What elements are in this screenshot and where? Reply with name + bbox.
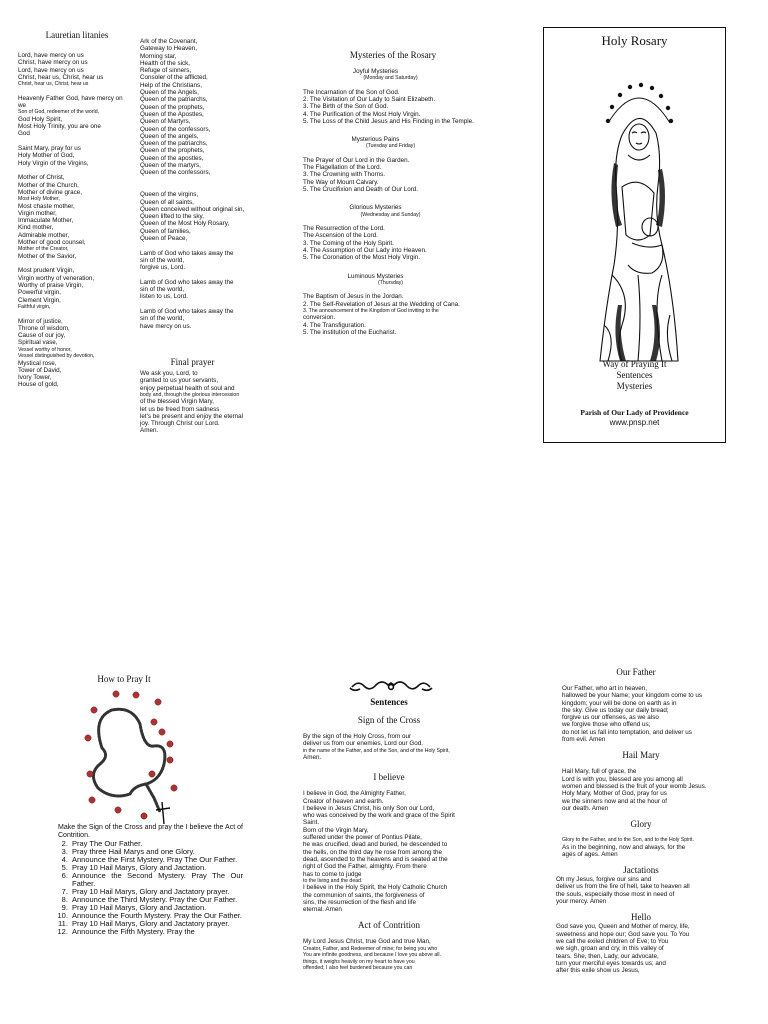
litany-line: Queen of the prophets, [140, 103, 205, 111]
litany-line: Lamb of God who takes away the [140, 307, 234, 315]
creed-line: eternal. Amen [303, 906, 342, 914]
creed-line: he was crucified, dead and buried, he descended to [303, 841, 448, 849]
sign-of-cross-line: Amen. [303, 754, 322, 761]
cover-title: Holy Rosary [601, 33, 668, 48]
cover-subtitle-line: Way of Praying It [602, 359, 667, 369]
litany-line: Queen of the virgins, [140, 191, 199, 199]
litany-line [140, 301, 265, 308]
litany-line [18, 260, 138, 267]
final-prayer [140, 357, 265, 435]
mystery-group-days: (Tuesday and Friday) [365, 143, 416, 150]
parish-url: www.pnsp.net [609, 418, 660, 427]
mystery-group [303, 204, 488, 261]
final-prayer-line: Amen. [140, 427, 159, 435]
final-prayer-line: of the blessed Virgin Mary, [140, 398, 214, 406]
glory-line: As in the beginning, now and always, for the [562, 843, 686, 851]
mystery-item: 3. The announcement of the Kingdom of God inviting to the [303, 307, 439, 314]
creed-line: has to come to judge [303, 870, 362, 878]
final-prayer-line: enjoy perpetual health of soul and [140, 384, 235, 392]
final-prayer-line: let us be freed from sadness [140, 405, 220, 413]
hello-line: God save you, Queen and Mother of mercy, life, [556, 923, 690, 931]
prayer-step: 3. Pray three Hail Marys and one Glory. [70, 848, 243, 856]
parish-name: Parish of Our Lady of Providence [580, 408, 689, 417]
mystery-group-name: Luminous Mysteries [347, 272, 404, 280]
jactations-title: Jactations [623, 865, 659, 876]
final-prayer-title: Final prayer [170, 357, 215, 367]
mystery-group-name: Joyful Mysteries [352, 68, 399, 75]
hail-mary-line: Holy Mary, Mother of God, pray for us [562, 790, 667, 798]
sentences-title: Sentences [370, 697, 408, 707]
litany-line: Holy Mother of God, [18, 152, 75, 160]
mystery-item: 4. The Transfiguration. [303, 321, 366, 329]
contrition-line: things, it weighs heavily on my heart to have you [303, 958, 415, 965]
litany-line: Saint Mary, pray for us [18, 145, 81, 153]
ornament-divider [348, 679, 434, 693]
litany-line: Powerful virgin, [18, 289, 62, 297]
litany-line: Immaculate Mother, [18, 217, 74, 225]
litany-line: Throne of wisdom, [18, 324, 70, 332]
final-prayer-line: granted to us your servants, [140, 377, 219, 385]
prayer-step: 2. Pray The Our Father. [70, 840, 243, 848]
litany-line: Virgin worthy of veneration, [18, 274, 95, 282]
hail-mary-line: we the sinners now and at the hour of [562, 797, 668, 805]
litany-line: Lord, have mercy on us [18, 66, 84, 74]
prayer-step: 5. Pray 10 Hail Marys, Glory and Jactation. [70, 864, 243, 872]
rosary-diagram [82, 688, 182, 824]
our-father-line: from evil. Amen [562, 736, 606, 744]
mysteries-title: Mysteries of the Rosary [349, 50, 437, 60]
our-father-title: Our Father [616, 667, 656, 677]
litany-line: Lord, have mercy on us [18, 52, 84, 59]
litany-line: Christ, hear us, Christ, hear us [18, 73, 104, 81]
litany-line: Clement Virgin, [18, 296, 61, 304]
litany-line: Mother of the Church, [18, 181, 79, 189]
litanies-right-column [140, 38, 265, 330]
litany-line: God [18, 130, 30, 138]
litany-line: Health of the sick, [140, 59, 191, 67]
mystery-item: 3. The Crowning with Thorns. [303, 171, 386, 179]
mystery-item: 4. The Purification of the Most Holy Virgin. [303, 110, 421, 118]
mystery-item: 2. The Self-Revelation of Jesus at the Wedding of Cana. [303, 300, 460, 308]
our-father-line: the sky. Give us today our daily bread; [562, 706, 669, 714]
litany-line: forgive us, Lord. [140, 264, 186, 272]
litany-line: we [18, 102, 27, 110]
litany-line: Queen of families, [140, 227, 191, 235]
glory-line: Glory to the Father, and to the Son, and to the Holy Spirit. [562, 837, 695, 844]
mystery-item: 2. The Visitation of Our Lady to Saint Elizabeth. [303, 96, 436, 103]
litany-line: Gateway to Heaven, [140, 45, 198, 53]
prayer-step: 9. Pray 10 Hail Marys, Glory and Jactation. [70, 904, 243, 912]
mystery-item: conversion. [303, 314, 336, 322]
cover-subtitle-line: Mysteries [616, 381, 653, 391]
litany-line: House of gold, [18, 381, 59, 389]
final-prayer-line: joy. Through Christ our Lord. [140, 420, 220, 428]
jactation-line: the souls, especially those most in need of [556, 890, 675, 898]
litany-line [140, 242, 265, 249]
litany-line: Most Holy Mother, [18, 196, 60, 203]
litany-line: Vessel distinguished by devotion, [18, 353, 95, 360]
cover-panel [543, 27, 726, 443]
mystery-item: 4. The Assumption of Our Lady into Heaven. [303, 246, 427, 254]
litany-line: Virgin mother, [18, 209, 57, 217]
creed-line: who was conceived by the work and grace of the Spirit [303, 812, 455, 820]
litany-line: Queen of the confessors, [140, 125, 211, 133]
litany-line [140, 177, 265, 184]
hello-line: we call the exiled children of Eve; to You [556, 937, 669, 945]
sign-of-cross-title: Sign of the Cross [357, 715, 421, 725]
final-prayer-line: let's be present and enjoy the eternal [140, 412, 244, 420]
litany-line: Queen of the Most Holy Rosary, [140, 220, 230, 228]
prayer-step: 7. Pray 10 Hail Marys, Glory and Jactatory prayer. [70, 888, 243, 896]
litany-line: Cause of our joy, [18, 332, 66, 340]
glory-title: Glory [630, 819, 652, 830]
litany-line: Queen conceived without original sin, [140, 205, 245, 213]
litany-line [18, 88, 138, 95]
creed-line: right of God the Father, almighty. From there [303, 863, 427, 871]
mystery-group-name: Mysterious Pains [351, 136, 400, 144]
litany-line [18, 138, 138, 145]
litany-line: Most chaste mother, [18, 202, 75, 210]
mystery-group [303, 136, 488, 193]
litany-line: Queen lifted to the sky, [140, 213, 204, 221]
mystery-item: 3. The Coming of the Holy Spirit. [303, 239, 394, 247]
litany-line: Mother of divine grace, [18, 188, 83, 196]
litany-line: Heavenly Father God, have mercy on [18, 94, 123, 102]
cover-subtitle-line: Sentences [616, 370, 653, 380]
contrition-line: You are infinite goodness, and because I love you above all. [303, 952, 441, 959]
hail-mary-line: Lord is with you, blessed are you among all [562, 775, 683, 783]
litany-line: Queen of the Angels, [140, 89, 199, 97]
creed-line: dead, ascended to the heavens and is seated at the [303, 855, 448, 863]
litany-line: Mirror of justice, [18, 317, 63, 325]
contrition-line: My Lord Jesus Christ, true God and true Man, [303, 938, 431, 946]
litany-line: Queen of the angels, [140, 132, 199, 140]
hail-mary-title: Hail Mary [622, 750, 660, 761]
mystery-item: The Ascension of the Lord. [303, 232, 378, 240]
sign-of-cross-line: deliver us from our enemies, Lord our God. [303, 740, 424, 748]
litany-line: Most prudent Virgin, [18, 267, 75, 275]
litany-line [18, 310, 138, 317]
litany-line: Mystical rose, [18, 359, 57, 367]
mystery-group-days: (Thursday) [377, 279, 404, 286]
litany-line: sin of the world, [140, 256, 185, 264]
mystery-group [303, 68, 488, 125]
litany-line: Tower of David, [18, 366, 62, 374]
creed-line: Creator of heaven and earth. [303, 797, 384, 805]
litanies-title: Lauretian litanies [45, 30, 109, 40]
contrition-line: Creator, Father, and Redeemer of mine; for being you who [303, 945, 438, 952]
jactation-line: your mercy. Amen [556, 898, 607, 906]
litany-line: listen to us, Lord. [140, 293, 188, 301]
litany-line: have mercy on us. [140, 322, 192, 330]
litany-line: Holy Virgin of the Virgins, [18, 159, 89, 167]
mystery-group-days: (Monday and Saturday) [363, 75, 418, 82]
litany-line: Queen of the patriarchs, [140, 96, 208, 104]
hello-line: after this exile show us Jesus, [556, 967, 640, 975]
jactation-line: Oh my Jesus, forgive our sins and [556, 876, 652, 884]
mystery-item: 5. The institution of the Eucharist. [303, 328, 397, 336]
creed-line: the hells, on the third day he rose from among the [303, 848, 442, 856]
hello-line: sweetness and hope our; God save you. To You [556, 930, 690, 938]
our-father-line: hallowed be your Name; your kingdom come to us [562, 692, 703, 700]
creed-line: I believe in God, the Almighty Father, [303, 790, 406, 798]
our-father-line: forgive us our offenses, as we also [562, 714, 659, 722]
hello-line: tears. She, then, Lady, our advocate, [556, 952, 659, 960]
litany-line: Christ, have mercy on us [18, 59, 88, 67]
our-father-line: we forgive those who offend us; [562, 721, 651, 729]
prayer-step: 6. Announce the Second Mystery. Pray The Our Father. [70, 872, 243, 888]
i-believe-title: I believe [373, 772, 405, 783]
virgin-and-child-illustration [592, 60, 686, 382]
how-to-pray-panel [58, 674, 243, 685]
litany-line: Queen of all saints, [140, 198, 194, 206]
litany-line: Spiritual vase, [18, 339, 58, 347]
hail-mary-line: women and blessed is the fruit of your womb Jesus. [562, 782, 707, 790]
litany-line: sin of the world, [140, 315, 185, 323]
mysteries-panel [303, 50, 488, 347]
act-of-contrition-title: Act of Contrition [358, 920, 420, 931]
litany-line: Lamb of God who takes away the [140, 249, 234, 257]
prayer-step: 12. Announce the Fifth Mystery. Pray the [70, 928, 243, 936]
mystery-group [303, 273, 488, 337]
mystery-group-days: (Wednesday and Sunday) [360, 211, 421, 218]
litany-line: Ark of the Covenant, [140, 38, 198, 45]
creed-line: I believe in the Holy Spirit, the Holy Catholic Church [303, 884, 448, 892]
litany-line: Faithful virgin, [18, 303, 51, 310]
hello-line: we sigh, groan and cry, in this valley of [556, 945, 664, 953]
litany-line: Help of the Christians, [140, 81, 202, 89]
litany-line: sin of the world, [140, 286, 185, 294]
how-to-pray-intro: Make the Sign of the Cross and pray the I believe the Act of Contrition. [58, 824, 243, 839]
litany-line: God Holy Spirit, [18, 115, 63, 123]
litany-line: Mother of the Savior, [18, 252, 77, 260]
litany-line: Son of God, redeemer of the world, [18, 109, 100, 116]
sign-of-cross-line: By the sign of the Holy Cross, from our [303, 733, 412, 740]
litany-line: Most Holy Trinity, you are one [18, 123, 101, 131]
creed-line: to the living and the dead. [303, 877, 363, 884]
litany-line: Lamb of God who takes away the [140, 278, 234, 286]
mystery-item: The Prayer of Our Lord in the Garden. [303, 156, 410, 164]
litany-line: Queen of the confessors, [140, 169, 211, 177]
litany-line: Queen of Martyrs, [140, 118, 191, 126]
prayers-panel [556, 667, 736, 974]
creed-line: sins, the resurrection of the flesh and life [303, 898, 417, 906]
glory-line: ages of ages. Amen [562, 850, 618, 858]
prayer-step: 10. Announce the Fourth Mystery. Pray the Our Father. [70, 912, 243, 920]
litany-line: Ivory Tower, [18, 374, 52, 382]
litany-line: Mother of good counsel, [18, 239, 86, 247]
creed-line: Saint. [303, 819, 320, 827]
litany-line [140, 184, 265, 191]
litanies-left-column [18, 52, 138, 389]
creed-line: the communion of saints, the forgiveness of [303, 891, 425, 899]
litany-line: Kind mother, [18, 224, 54, 232]
mystery-item: The Baptism of Jesus in the Jordan. [303, 293, 404, 301]
creed-line: Born of the Virgin Mary, [303, 826, 369, 834]
litany-line: Christ, hear us, Christ, hear us [18, 81, 89, 88]
litany-line: Queen of the patriarchs, [140, 140, 208, 148]
litany-line: Queen of the prophets, [140, 147, 205, 155]
creed-line: I believe in Jesus Christ, his only Son our Lord, [303, 804, 435, 812]
sign-of-cross-line: in the name of the Father, and of the Son, and of the Holy Spirit, [303, 747, 450, 754]
mystery-item: 5. The Loss of the Child Jesus and His Finding in the Temple. [303, 117, 474, 125]
hail-mary-line: Hail Mary, full of grace, the [562, 768, 637, 776]
litany-line: Queen of the apostles, [140, 154, 204, 162]
mystery-item: 5. The Crucifixion and Death of Our Lord. [303, 186, 419, 194]
hello-line: turn your merciful eyes towards us; and [556, 959, 666, 967]
mystery-item: 3. The Birth of the Son of God. [303, 103, 389, 111]
litany-line: Mother of the Creator, [18, 246, 69, 253]
mystery-group-name: Glorious Mysteries [349, 204, 402, 212]
how-to-pray-steps [58, 824, 243, 936]
our-father-line: kingdom; your will be done on earth as in [562, 699, 677, 707]
prayer-step: 8. Announce the Third Mystery. Pray the Our Father. [70, 896, 243, 904]
litany-line: Admirable mother, [18, 231, 70, 239]
litany-line: Queen of Peace, [140, 235, 188, 243]
final-prayer-line: body and, through the glorious intercession [140, 391, 240, 398]
final-prayer-line: We ask you, Lord, to [140, 370, 198, 377]
mystery-item: 5. The Coronation of the Most Holy Virgin. [303, 254, 421, 262]
litany-line [140, 272, 265, 279]
mystery-item: The Flagellation of the Lord. [303, 164, 382, 172]
our-father-line: do not let us fall into temptation, and deliver us [562, 728, 692, 736]
litany-line: Mother of Christ, [18, 174, 65, 182]
litany-line: Refuge of sinners, [140, 67, 192, 75]
contrition-line: offended; I also feel burdened because you can [303, 964, 413, 971]
litany-line: Consoler of the afflicted, [140, 74, 208, 82]
mystery-item: The Resurrection of the Lord. [303, 225, 385, 233]
cover-subtitle [544, 359, 725, 392]
prayer-step: 11. Pray 10 Hail Marys, Glory and Jactatory prayer. [70, 920, 243, 928]
mystery-item: The Way of Mount Calvary. [303, 178, 379, 186]
litany-line: Morning star, [140, 52, 177, 60]
sentences-panel [303, 697, 478, 971]
creed-line: suffered under the power of Pontius Pilate, [303, 834, 422, 842]
litany-line: Vessel worthy of honor, [18, 346, 72, 353]
how-to-pray-title: How to Pray It [97, 674, 151, 684]
prayer-step: 4. Announce the First Mystery. Pray The Our Father. [70, 856, 243, 864]
hail-mary-line: our death. Amen [562, 804, 609, 812]
litany-line: Queen of the martyrs, [140, 162, 201, 170]
mystery-item: The Incarnation of the Son of God. [303, 88, 400, 96]
litany-line: Queen of the Apostles, [140, 110, 204, 118]
our-father-line: Our Father, who art in heaven, [562, 685, 648, 692]
litany-line [18, 167, 138, 174]
litany-line: Worthy of praise Virgin, [18, 281, 84, 289]
hello-title: Hello [631, 912, 651, 923]
jactation-line: deliver us from the fire of hell, take to heaven all [556, 883, 690, 891]
